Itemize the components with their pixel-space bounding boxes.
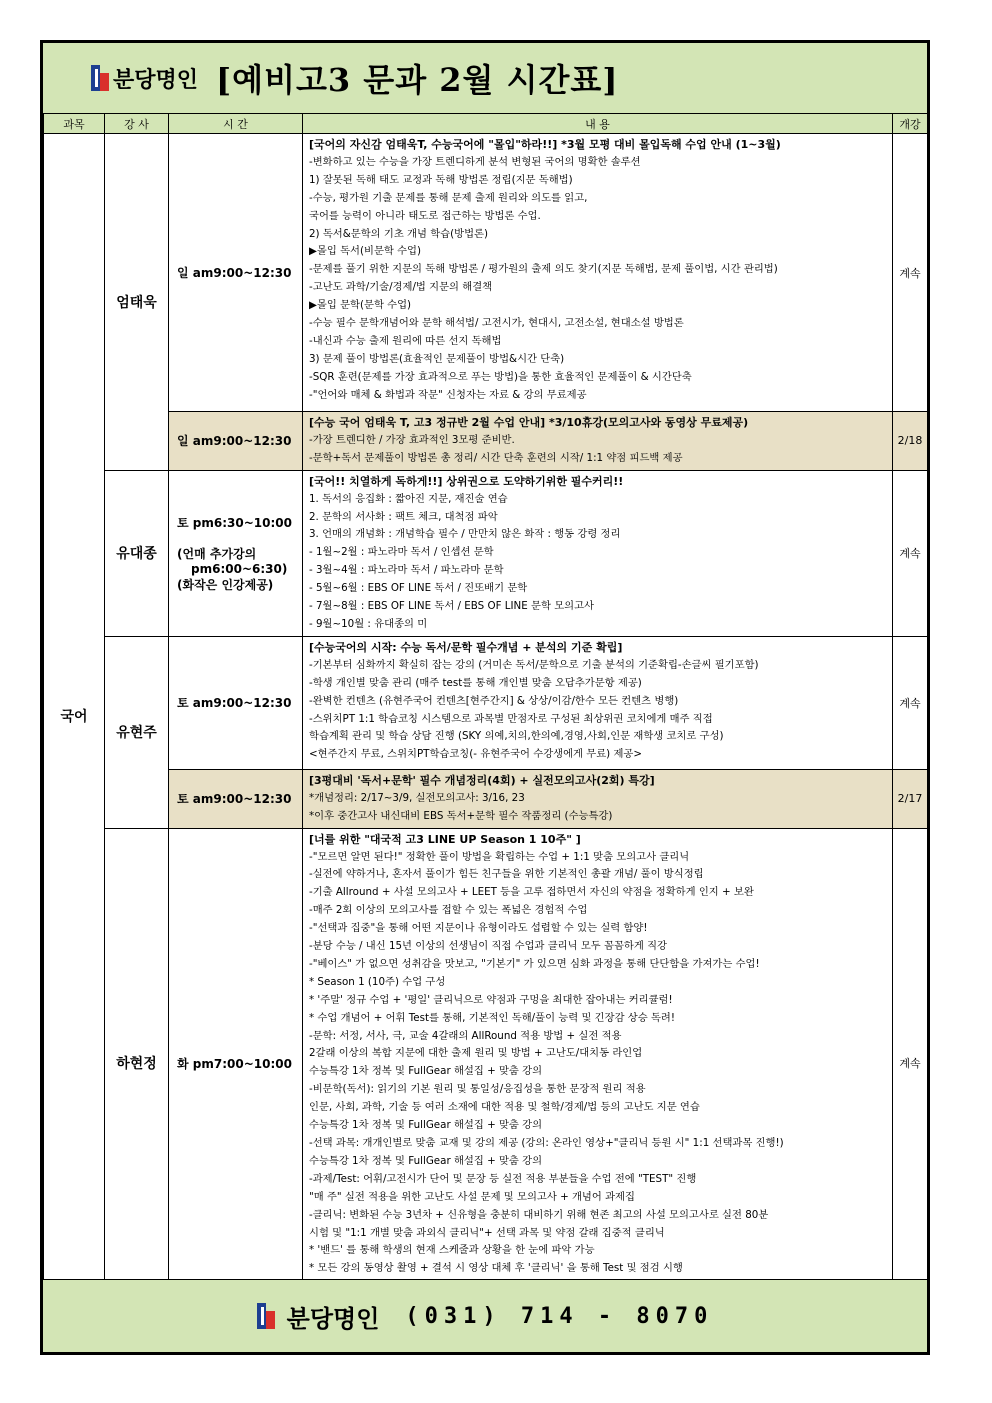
content-line: - 9월~10월 : 유대종의 미	[309, 617, 428, 630]
table-row	[44, 636, 928, 769]
content-line: 수능특강 1차 정복 및 FullGear 해설집 + 맞춤 강의	[309, 1065, 543, 1078]
col-content: 내 용	[303, 114, 893, 134]
content-line: ▶몰입 문학(문학 수업)	[309, 299, 412, 312]
content-line: -학생 개인별 맞춤 관리 (매주 test를 통해 개인별 맞춤 오답추가문항 제공)	[309, 676, 642, 689]
status-cell: 계속	[893, 828, 928, 1299]
col-time: 시 간	[169, 114, 303, 134]
time-note: (언매 추가강의	[177, 546, 257, 561]
table-row	[44, 769, 928, 828]
content-line: -클리닉: 변화된 수능 3년차 + 신유형을 충분히 대비하기 위해 현존 최고의 사설 모의고사로 실전 80분	[309, 1208, 769, 1221]
footer	[43, 1279, 927, 1352]
subject-cell: 국어	[44, 134, 105, 1299]
status-cell: 계속	[893, 636, 928, 769]
content-line: -변화하고 있는 수능을 가장 트렌디하게 분석 변형된 국어의 명확한 솔루션	[309, 155, 641, 168]
content-line: 시험 및 "1:1 개별 맞춤 과외식 클리닉"+ 선택 과목 및 약점 갈래 집중적 클리닉	[309, 1226, 665, 1239]
col-subject: 과목	[44, 114, 105, 134]
content-line: 인문, 사회, 과학, 기술 등 여러 소재에 대한 적용 및 철학/경제/법 등의 고난도 지문 연습	[309, 1101, 700, 1114]
content-line: 1. 독서의 응집화 : 짧아진 지문, 재진술 연습	[309, 492, 508, 505]
content-line: [수능 국어 엄태욱 T, 고3 정규반 2월 수업 안내] *3/10휴강(모의고사와 동영상 무료제공)	[309, 416, 749, 429]
time-text: 토 am9:00~12:30	[177, 696, 292, 711]
content-line: * Season 1 (10주) 수업 구성	[309, 975, 446, 988]
content-cell	[303, 769, 893, 828]
content-cell	[303, 412, 893, 471]
content-cell	[303, 470, 893, 636]
page-title: [예비고3 문과 2월 시간표]	[216, 61, 619, 99]
content-line: *이후 중간고사 내신대비 EBS 독서+문학 필수 작품정리 (수능특강)	[309, 809, 613, 822]
content-line: 수능특강 1차 정복 및 FullGear 해설집 + 맞춤 강의	[309, 1154, 543, 1167]
content-line: -스위치PT 1:1 학습코칭 시스템으로 과목별 만점자로 구성된 최상위권 코치에게 매주 직접	[309, 712, 713, 725]
content-line: [국어의 자신감 엄태욱T, 수능국어에 "몰입"하라!!] *3월 모평 대비 몰입독해 수업 안내 (1~3월)	[309, 138, 781, 151]
header	[43, 43, 927, 114]
time-cell	[169, 412, 303, 471]
content-line: -완벽한 컨텐츠 (유현주국어 컨텐츠[현주간지] & 상상/이감/한수 모든 컨텐츠 병행)	[309, 694, 679, 707]
content-line: -내신과 수능 출제 원리에 따른 선지 독해법	[309, 334, 502, 347]
time-cell	[169, 134, 303, 412]
content-line: [3평대비 '독서+문학' 필수 개념정리(4회) + 실전모의고사(2회) 특강]	[309, 773, 655, 787]
content-line: -선택 과목: 개개인별로 맞춤 교재 및 강의 제공 (강의: 온라인 영상+"클리닉 등원 시" 1:1 선택과목 진행!)	[309, 1137, 784, 1149]
academy-logo-icon	[91, 65, 109, 91]
content-line: "매 주" 실전 적용을 위한 고난도 사설 문제 및 모의고사 + 개념어 과제집	[309, 1190, 635, 1203]
content-line: -문학: 서정, 서사, 극, 교술 4갈래의 AllRound 적용 방법 + 실전 적용	[309, 1029, 622, 1042]
footer-brand: 분당명인	[286, 1304, 380, 1333]
table-row	[44, 134, 928, 412]
content-line: -SQR 훈련(문제를 가장 효과적으로 푸는 방법)을 통한 효율적인 문제풀이 & 시간단축	[309, 370, 692, 383]
time-text: 일 am9:00~12:30	[177, 434, 292, 449]
content-line: 국어를 능력이 아니라 태도로 접근하는 방법론 수업.	[309, 209, 541, 222]
col-teacher: 강 사	[105, 114, 169, 134]
content-line: 수능특강 1차 정복 및 FullGear 해설집 + 맞춤 강의	[309, 1119, 543, 1132]
content-line: 2. 문학의 서사화 : 팩트 체크, 대척점 파악	[309, 510, 498, 523]
academy-logo-icon	[257, 1303, 275, 1329]
time-text: 일 am9:00~12:30	[177, 266, 292, 280]
col-status: 개강	[893, 114, 928, 134]
content-cell	[303, 636, 893, 769]
status-cell: 2/18	[893, 412, 928, 471]
brand-name: 분당명인	[113, 67, 199, 93]
content-line: 2갈래 이상의 복합 지문에 대한 출제 원리 및 방법 + 고난도/대치동 라인업	[309, 1047, 643, 1060]
content-line: -수능, 평가원 기출 문제를 통해 문제 출제 원리와 의도를 읽고,	[309, 191, 588, 204]
content-cell	[303, 828, 893, 1299]
content-line: * 수업 개념어 + 어휘 Test를 통해, 기본적인 독해/풀이 능력 및 긴장감 상승 독려!	[309, 1011, 675, 1024]
teacher-cell: 유대종	[105, 470, 169, 636]
content-line: - 3월~4월 : 파노라마 독서 / 파노라마 문학	[309, 564, 504, 577]
teacher-cell: 하현정	[105, 828, 169, 1299]
content-line: -"언어와 매체 & 화법과 작문" 신청자는 자료 & 강의 무료제공	[309, 388, 587, 401]
content-line: [수능국어의 시작: 수능 독서/문학 필수개념 + 분석의 기준 확립]	[309, 640, 623, 654]
content-line: -"모르면 알면 된다!" 정확한 풀이 방법을 확립하는 수업 + 1:1 맞춤 모의고사 클리닉	[309, 850, 690, 863]
content-line: 1) 잘못된 독해 태도 교정과 독해 방법론 정립(지문 독해법)	[309, 173, 573, 186]
content-line: -기출 Allround + 사설 모의고사 + LEET 등을 고루 접하면서 자신의 약점을 정확하게 인지 + 보완	[309, 886, 754, 899]
content-line: -수능 필수 문학개념어와 문학 해석법/ 고전시가, 현대시, 고전소설, 현대소설 방법론	[309, 317, 684, 330]
content-line: * '주말' 정규 수업 + '평일' 클리닉으로 약점과 구멍을 최대한 잡아내는 커리큘럼!	[309, 993, 673, 1006]
timetable	[43, 113, 928, 1299]
content-line: -비문학(독서): 읽기의 기본 원리 및 통일성/응집성을 통한 문장적 원리 적용	[309, 1083, 646, 1096]
content-line: 2) 독서&문학의 기초 개념 학습(방법론)	[309, 227, 488, 240]
time-cell	[169, 470, 303, 636]
content-line: * '밴드' 를 통해 학생의 현재 스케줄과 상황을 한 눈에 파악 가능	[309, 1244, 595, 1257]
content-line: ▶몰입 독서(비문학 수업)	[309, 245, 422, 258]
content-line: - 5월~6월 : EBS OF LINE 독서 / 진또배기 문학	[309, 582, 528, 595]
content-line: * 모든 강의 동영상 촬영 + 결석 시 영상 대체 후 '클리닉' 을 통해 Test 및 점검 시행	[309, 1262, 683, 1275]
content-line: [너를 위한 "대국적 고3 LINE UP Season 1 10주" ]	[309, 832, 581, 846]
content-line: *개념정리: 2/17~3/9, 실전모의고사: 3/16, 23	[309, 791, 525, 804]
content-line: -"선택과 집중"을 통해 어떤 지문이나 유형이라도 섭렵할 수 있는 실력 함양!	[309, 922, 648, 935]
content-line: 3. 언매의 개념화 : 개념학습 필수 / 만만치 않은 화작 : 행동 강령 정리	[309, 528, 621, 541]
table-row	[44, 412, 928, 471]
status-cell: 계속	[893, 470, 928, 636]
phone-number: (031) 714 - 8070	[405, 1303, 714, 1329]
time-note: (화작은 인강제공)	[177, 577, 274, 592]
content-line: -문학+독서 문제풀이 방법론 총 정리/ 시간 단축 훈련의 시작/ 1:1 약점 피드백 제공	[309, 451, 683, 464]
content-line: -실전에 약하거나, 혼자서 풀이가 힘든 친구들을 위한 기본적인 총괄 개념/ 풀이 방식정립	[309, 868, 704, 881]
status-cell: 2/17	[893, 769, 928, 828]
table-header-row	[44, 114, 928, 134]
content-line: -매주 2회 이상의 모의고사를 접할 수 있는 폭넓은 경험적 수업	[309, 904, 588, 917]
content-line: -분당 수능 / 내신 15년 이상의 선생님이 직접 수업과 클리닉 모두 꼼꼼하게 직강	[309, 940, 667, 953]
content-line: 3) 문제 풀이 방법론(효율적인 문제풀이 방법&시간 단축)	[309, 352, 565, 365]
time-text: 토 am9:00~12:30	[177, 792, 292, 807]
content-line: -고난도 과학/기술/경제/법 지문의 해결책	[309, 281, 493, 294]
content-line: - 7월~8월 : EBS OF LINE 독서 / EBS OF LINE 문학 모의고사	[309, 600, 594, 613]
teacher-cell: 엄태욱	[105, 134, 169, 471]
content-line: -"베이스" 가 없으면 성취감을 맛보고, "기본기" 가 있으면 심화 과정을 통해 단단함을 가져가는 수업!	[309, 957, 760, 970]
content-line: - 1월~2월 : 파노라마 독서 / 인셉션 문학	[309, 546, 494, 559]
time-note: pm6:00~6:30)	[191, 561, 288, 576]
time-cell	[169, 636, 303, 769]
content-line: -문제를 풀기 위한 지문의 독해 방법론 / 평가원의 출제 의도 찾기(지문 독해법, 문제 풀이법, 시간 관리법)	[309, 263, 778, 276]
time-text: 토 pm6:30~10:00	[177, 515, 292, 530]
content-line: -과제/Test: 어휘/고전시가 단어 및 문장 등 실전 적용 부분들을 수업 전에 "TEST" 진행	[309, 1172, 697, 1185]
time-cell	[169, 769, 303, 828]
teacher-cell: 유현주	[105, 636, 169, 828]
content-line: -가장 트렌디한 / 가장 효과적인 3모평 준비반.	[309, 433, 515, 446]
status-cell: 계속	[893, 134, 928, 412]
content-cell	[303, 134, 893, 412]
table-row	[44, 828, 928, 1299]
content-line: <현주간지 무료, 스위치PT학습코칭(- 유현주국어 수강생에게 무료) 제공>	[309, 748, 642, 761]
timetable-frame	[40, 40, 930, 1355]
content-line: -기본부터 심화까지 확실히 잡는 강의 (거미손 독서/문학으로 기출 분석의 기준확립-손글씨 필기포함)	[309, 658, 759, 671]
content-line: [국어!! 치열하게 독하게!!] 상위권으로 도약하기위한 필수커리!!	[309, 474, 624, 488]
time-text: 화 pm7:00~10:00	[177, 1056, 292, 1071]
time-cell	[169, 828, 303, 1299]
table-row	[44, 470, 928, 636]
content-line: 학습계획 관리 및 학습 상담 진행 (SKY 의예,치의,한의예,경영,사회,인문 재학생 코치로 구성)	[309, 730, 724, 743]
